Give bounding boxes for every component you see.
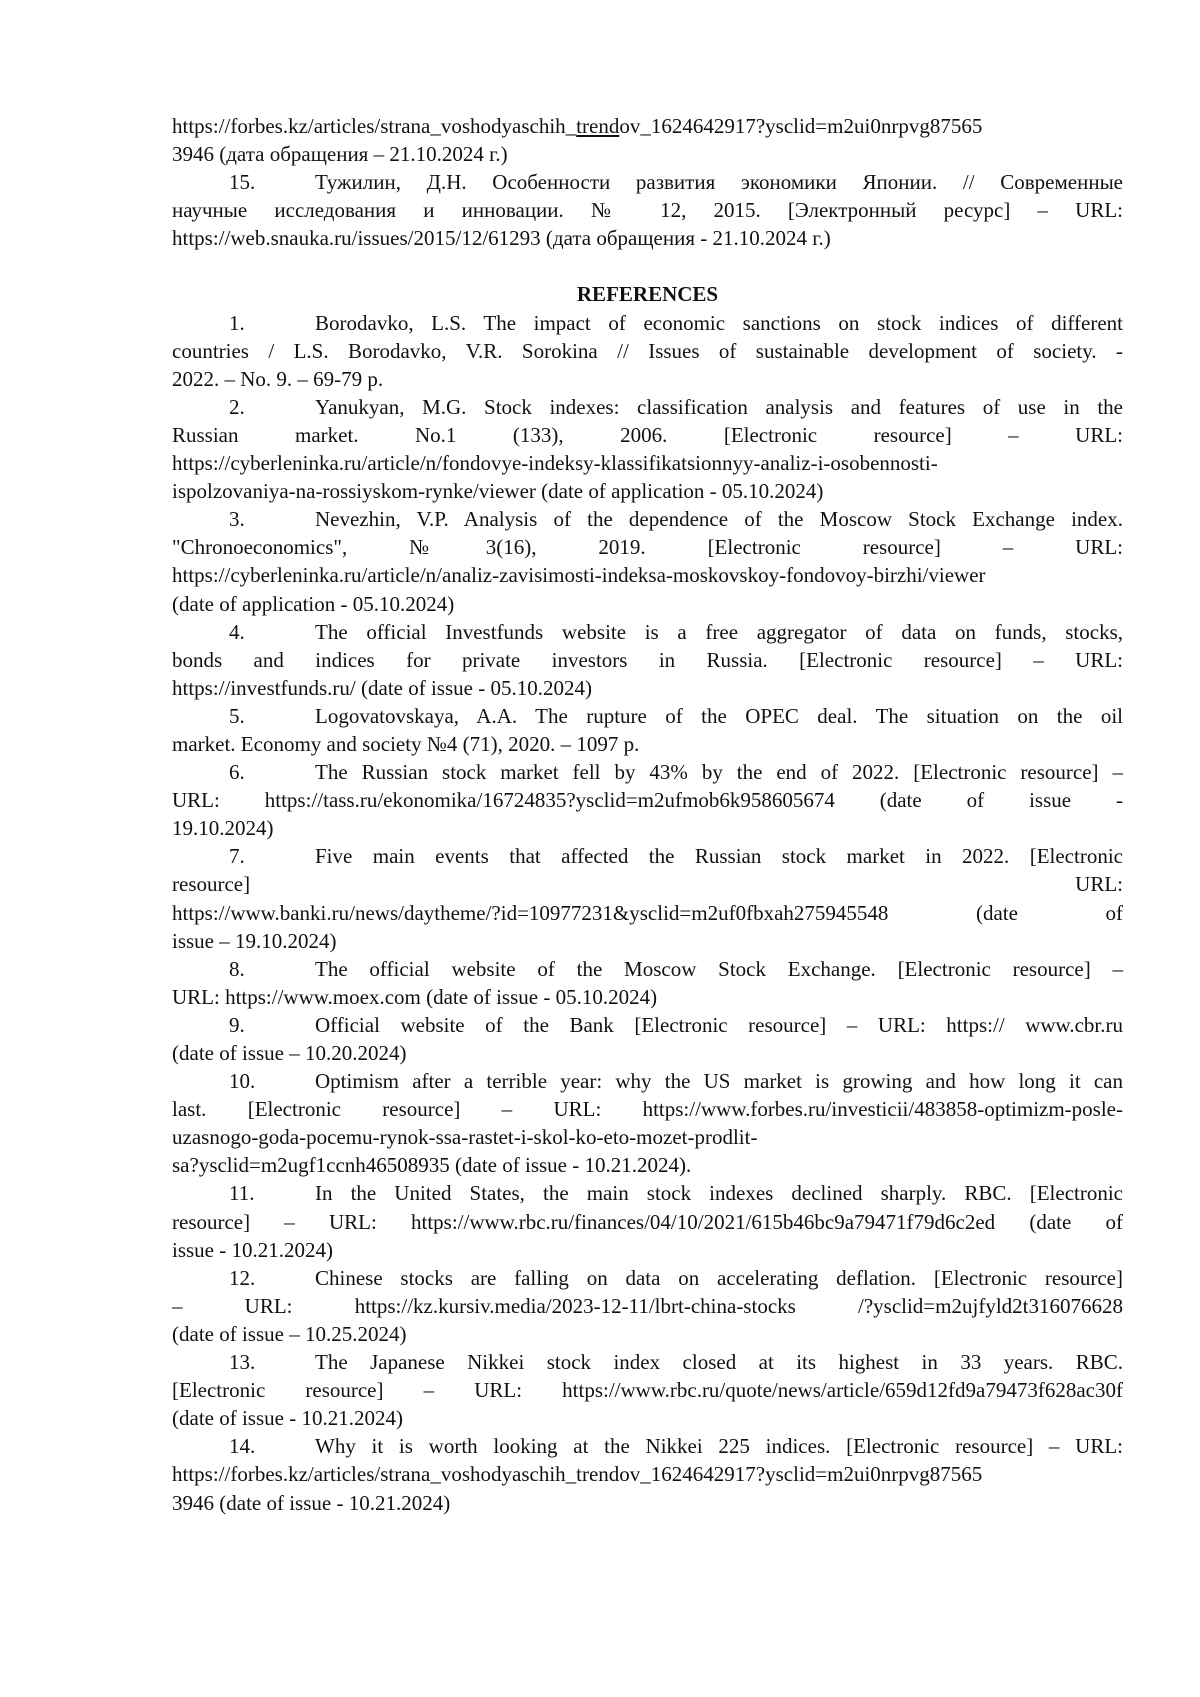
reference-first-line [172,168,1123,196]
reference-line: resource] – URL: https://www.rbc.ru/finances/04/10/2021/615b46bc9a79471f79d6c2ed (date of [172,1209,1123,1234]
reference-line: (date of application - 05.10.2024) [172,591,455,616]
reference-number: 11. [229,1181,255,1206]
reference-text: Why it is worth looking at the Nikkei 225 indices. [Electronic resource] – URL: [315,1434,1123,1459]
reference-line: https://web.snauka.ru/issues/2015/12/61293 (дата обращения - 21.10.2024 г.) [172,226,831,251]
reference-item [172,758,1123,842]
reference-text: The official website of the Moscow Stock Exchange. [Electronic resource] – [315,956,1123,981]
reference-text: Optimism after a terrible year: why the US market is growing and how long it can [315,1069,1123,1094]
reference-item [172,1011,1123,1067]
reference-line: URL: https://tass.ru/ekonomika/16724835?ysclid=m2ufmob6k958605674 (date of issue - [172,788,1123,813]
reference-number: 14. [229,1434,256,1459]
reference-first-line [172,393,1123,421]
reference-line: https://investfunds.ru/ (date of issue - 05.10.2024) [172,675,592,700]
reference-text: ov_1624642917?ysclid=m2ui0nrpvg87565 [619,114,983,138]
reference-first-line [172,309,1123,337]
underlined-text: trend [576,114,620,138]
reference-text: In the United States, the main stock indexes declined sharply. RBC. [Electronic [315,1181,1123,1206]
reference-line: научные исследования и инновации. № 12, 2015. [Электронный ресурс] – URL: [172,198,1123,223]
reference-line: 3946 (date of issue - 10.21.2024) [172,1490,451,1515]
reference-item [172,842,1123,954]
reference-line: sa?ysclid=m2ugf1ccnh46508935 (date of issue - 10.21.2024). [172,1153,692,1178]
reference-first-line [172,505,1123,533]
reference-line: https://cyberleninka.ru/article/n/fondovye-indeksy-klassifikatsionnyy-analiz-i-osobennosti- [172,451,938,476]
reference-text: Chinese stocks are falling on data on accelerating deflation. [Electronic resource] [315,1265,1123,1290]
reference-text: Five main events that affected the Russian stock market in 2022. [Electronic [315,844,1123,869]
reference-number: 9. [229,1012,245,1037]
reference-first-line [172,955,1123,983]
reference-item [172,393,1123,505]
reference-item [172,1179,1123,1263]
reference-number: 8. [229,956,245,981]
reference-line: [Electronic resource] – URL: https://www.rbc.ru/quote/news/article/659d12fd9a79473f628ac30f [172,1378,1123,1403]
reference-line: uzasnogo-goda-pocemu-rynok-ssa-rastet-i-skol-ko-eto-mozet-prodlit- [172,1125,758,1150]
reference-line: – URL: https://kz.kursiv.media/2023-12-11/lbrt-china-stocks /?ysclid=m2ujfyld2t316076628 [172,1293,1123,1318]
reference-first-line [172,758,1123,786]
reference-line: resource] URL: [172,872,1123,897]
reference-line: issue - 10.21.2024) [172,1237,333,1262]
reference-line: Russian market. No.1 (133), 2006. [Electronic resource] – URL: [172,422,1123,447]
reference-line: bonds and indices for private investors in Russia. [Electronic resource] – URL: [172,647,1123,672]
reference-first-line [172,842,1123,870]
reference-number: 10. [229,1069,256,1094]
reference-number: 15. [229,170,256,195]
reference-continuation [172,112,1123,168]
reference-line: https://forbes.kz/articles/strana_voshodyaschih_trendov_1624642917?ysclid=m2ui0nrpvg87565 [172,1462,983,1487]
reference-text: https://forbes.kz/articles/strana_voshodyaschih_ [172,114,577,138]
reference-number: 7. [229,844,245,869]
reference-list [172,309,1123,1517]
reference-number: 12. [229,1265,256,1290]
reference-continuation-line: 3946 (дата обращения – 21.10.2024 г.) [172,142,508,167]
reference-text: Nevezhin, V.P. Analysis of the dependence of the Moscow Stock Exchange index. [315,507,1123,532]
reference-text: Logovatovskaya, A.A. The rupture of the OPEC deal. The situation on the oil [315,703,1123,728]
reference-first-line [172,1067,1123,1095]
reference-line: countries / L.S. Borodavko, V.R. Sorokina // Issues of sustainable development of society. - [172,338,1123,363]
reference-number: 3. [229,507,245,532]
reference-number: 1. [229,310,245,335]
reference-first-line [172,1264,1123,1292]
reference-line: 19.10.2024) [172,816,274,841]
reference-first-line [172,1432,1123,1460]
reference-continuation-line [172,112,1123,140]
reference-item [172,1432,1123,1516]
reference-item [172,505,1123,617]
reference-number: 6. [229,760,245,785]
reference-item [172,1264,1123,1348]
reference-text: Тужилин, Д.Н. Особенности развития экономики Японии. // Современные [315,170,1123,195]
reference-line: (date of issue – 10.20.2024) [172,1041,407,1065]
reference-text: Yanukyan, M.G. Stock indexes: classification analysis and features of use in the [315,394,1123,419]
reference-line: https://cyberleninka.ru/article/n/analiz-zavisimosti-indeksa-moskovskoy-fondovoy-birzhi/viewer [172,563,986,588]
reference-text: The Japanese Nikkei stock index closed at its highest in 33 years. RBC. [315,1350,1123,1375]
reference-first-line [172,702,1123,730]
reference-number: 13. [229,1350,256,1375]
reference-line: last. [Electronic resource] – URL: https://www.forbes.ru/investicii/483858-optimizm-posle- [172,1097,1123,1122]
reference-line: "Chronoeconomics", №3(16), 2019. [Electronic resource] – URL: [172,535,1123,560]
reference-line: 2022. – No. 9. – 69-79 p. [172,366,384,391]
reference-item-15-ru [172,168,1123,252]
reference-item [172,702,1123,758]
reference-number: 5. [229,703,245,728]
reference-line: URL: https://www.moex.com (date of issue - 05.10.2024) [172,984,658,1009]
section-heading: REFERENCES [576,282,719,307]
reference-text: The Russian stock market fell by 43% by the end of 2022. [Electronic resource] – [315,760,1123,785]
reference-item [172,1067,1123,1179]
reference-item [172,309,1123,393]
reference-text: The official Investfunds website is a free aggregator of data on funds, stocks, [315,619,1123,644]
reference-first-line [172,618,1123,646]
document-page [172,112,1123,1517]
reference-item [172,618,1123,702]
reference-item [172,1348,1123,1432]
reference-text: Borodavko, L.S. The impact of economic sanctions on stock indices of different [315,310,1123,335]
reference-number: 4. [229,619,245,644]
reference-text: Official website of the Bank [Electronic resource] – URL: https:// www.cbr.ru [315,1012,1123,1037]
reference-first-line [172,1011,1123,1039]
reference-line: ispolzovaniya-na-rossiyskom-rynke/viewer (date of application - 05.10.2024) [172,479,824,504]
reference-line: market. Economy and society №4 (71), 2020. – 1097 p. [172,731,640,756]
reference-line: https://www.banki.ru/news/daytheme/?id=10977231&ysclid=m2uf0fbxah275945548 (date of [172,900,1123,925]
reference-item [172,955,1123,1011]
reference-number: 2. [229,394,245,419]
reference-line: issue – 19.10.2024) [172,928,337,953]
reference-line: (date of issue - 10.21.2024) [172,1406,403,1431]
reference-first-line [172,1348,1123,1376]
reference-line: (date of issue – 10.25.2024) [172,1321,407,1346]
reference-first-line [172,1179,1123,1207]
